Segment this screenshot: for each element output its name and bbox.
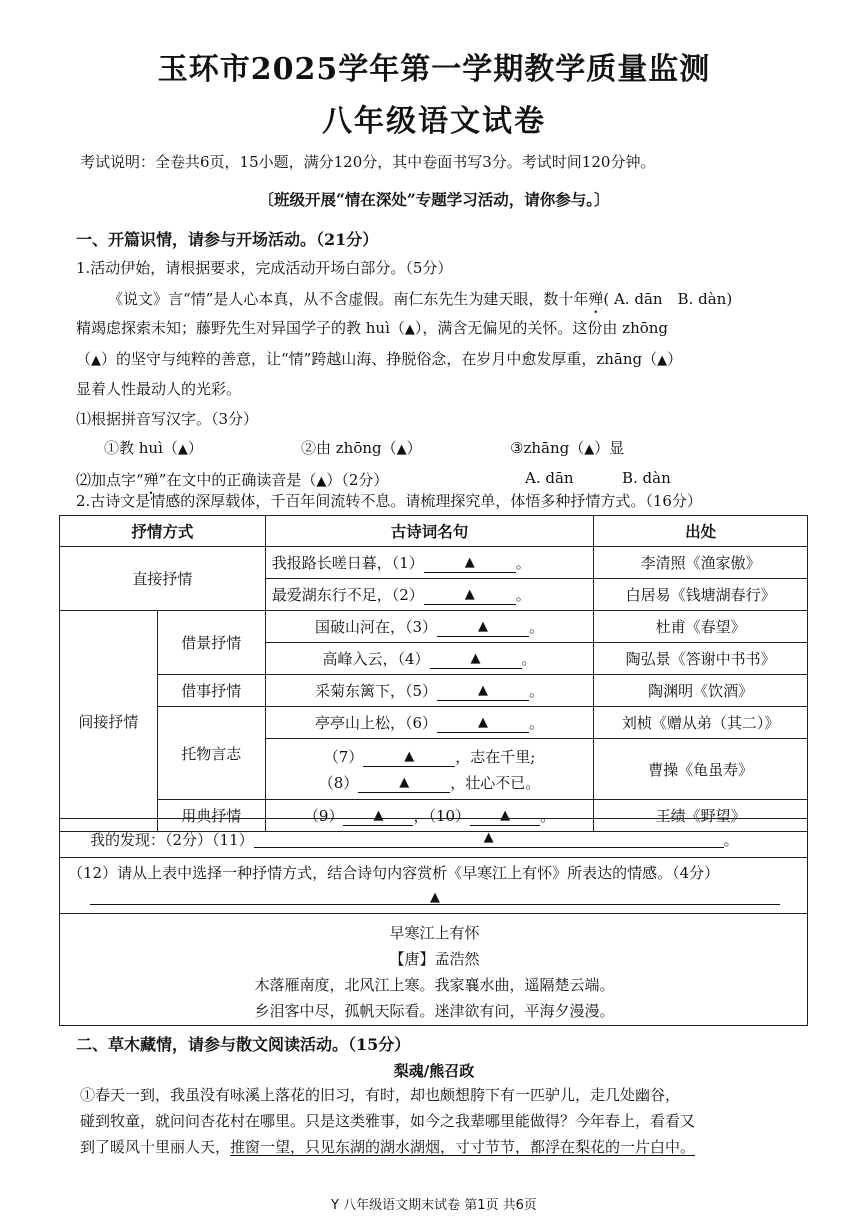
essay-line-1: ①春天一到，我虽没有咏溪上落花的旧习，有时，却也颇想胯下有一匹驴儿，走几处幽谷， xyxy=(80,1086,681,1104)
option-b: B. dàn xyxy=(622,469,671,487)
answer-triangle: ▲ xyxy=(404,322,415,337)
cell-source: 刘桢《赠从弟（其二）》 xyxy=(594,707,808,739)
poem-box xyxy=(59,913,808,1026)
cell-source: 杜甫《春望》 xyxy=(594,611,808,643)
table-row xyxy=(60,707,808,739)
table-row xyxy=(60,675,808,707)
question12: （12）请从上表中选择一种抒情方式，结合诗句内容赏析《早寒江上有怀》所表达的情感。（4分） xyxy=(68,864,720,882)
cell-line: （7） ▲ ，志在千里; xyxy=(265,739,594,770)
cell-line: 亭亭山上松，（6） ▲ 。 xyxy=(265,707,594,739)
cell-line: 我报路长嗟日暮，（1） ▲ 。 xyxy=(265,547,594,579)
discovery-box: 我的发现：（2分）（11） ▲ 。 xyxy=(59,818,808,858)
underlined-sentence: 推窗一望，只见东湖的湖水湖烟，寸寸节节，都浮在梨花的一片白中。 xyxy=(230,1138,696,1156)
exam-note: 考试说明：全卷共6页，15小题，满分120分，其中卷面书写3分。考试时间120分钟。 xyxy=(80,153,656,171)
essay-line-3: 到了暖风十里丽人天，推窗一望，只见东湖的湖水湖烟，寸寸节节，都浮在梨花的一片白中。 xyxy=(80,1138,696,1156)
answer-triangle: ▲ xyxy=(316,474,327,489)
sub-question-1: ⑴根据拼音写汉字。（3分） xyxy=(76,410,259,428)
sub1-item-a: ①教 huì（▲） xyxy=(104,439,203,457)
page-footer: Y 八年级语文期末试卷 第1页 共6页 xyxy=(331,1198,537,1213)
cell-source: 白居易《钱塘湖春行》 xyxy=(594,579,808,611)
cell-direct: 直接抒情 xyxy=(60,547,266,611)
answer-triangle: ▲ xyxy=(91,353,102,368)
answer-triangle: ▲ xyxy=(177,442,188,457)
sub1-item-b: ②由 zhōng（▲） xyxy=(301,439,422,457)
essay-line-2: 碰到牧童，就问问杏花村在哪里。只是这类雅事，如今之我辈哪里能做得？今年春上，看看又 xyxy=(80,1112,696,1130)
answer-triangle: ▲ xyxy=(657,353,668,368)
poem-line-1: 木落雁南度，北风江上寒。我家襄水曲，遥隔楚云端。 xyxy=(254,976,615,994)
sub-question-2: ⑵加点字“殚”在文中的正确读音是（▲）（2分） xyxy=(76,471,389,489)
answer-line: ▲ xyxy=(90,886,780,905)
dotted-char: 殚 xyxy=(588,290,604,308)
header-method: 抒情方式 xyxy=(60,516,266,547)
cell-source: 曹操《龟虽寿》 xyxy=(594,739,808,800)
exam-subtitle: 八年级语文试卷 xyxy=(322,104,546,139)
table-row xyxy=(60,611,808,643)
cell-scene: 借景抒情 xyxy=(157,611,265,675)
cell-line: （9） ▲ ，（10） ▲ 。 xyxy=(265,800,594,832)
cell-line: 高峰入云，（4） ▲ 。 xyxy=(265,643,594,675)
option-a: A. dān xyxy=(525,469,574,487)
passage-line-4: 显着人性最动人的光彩。 xyxy=(76,380,242,398)
cell-line: 最爱湖东行不足，（2） ▲ 。 xyxy=(265,579,594,611)
poem-title: 早寒江上有怀 xyxy=(389,924,480,942)
cell-event: 借事抒情 xyxy=(157,675,265,707)
poem-author: 【唐】孟浩然 xyxy=(389,950,480,968)
question2: 2.古诗文是情感的深厚载体，千百年间流转不息。请梳理探究单，体悟多种抒情方式。（16分） xyxy=(76,492,702,510)
cell-object: 托物言志 xyxy=(157,707,265,800)
cell-line: 采菊东篱下，（5） ▲ 。 xyxy=(265,675,594,707)
cell-line: （8） ▲ ，壮心不已。 xyxy=(265,769,594,800)
exam-title: 玉环市2025学年第一学期教学质量监测 xyxy=(157,52,711,87)
section1-heading: 一、开篇识情，请参与开场活动。（21分） xyxy=(76,230,379,249)
sub1-item-c: ③zhāng（▲）显 xyxy=(510,439,625,457)
cell-source: 陶渊明《饮酒》 xyxy=(594,675,808,707)
table-header-row xyxy=(60,516,808,547)
essay-title: 梨魂/熊召政 xyxy=(393,1062,475,1080)
passage-line-3: （▲）的坚守与纯粹的善意，让“情”跨越山海、挣脱俗念，在岁月中愈发厚重，zhāng（▲） xyxy=(76,350,683,368)
question1: 1.活动伊始，请根据要求，完成活动开场白部分。（5分） xyxy=(76,259,453,277)
header-lines: 古诗词名句 xyxy=(265,516,594,547)
cell-source: 陶弘景《答谢中书书》 xyxy=(594,643,808,675)
poetry-table xyxy=(59,515,808,832)
answer-triangle: ▲ xyxy=(584,442,595,457)
passage-line-1: 《说文》言“情”是人心本真，从不含虚假。南仁东先生为建天眼，数十年殚( A. dān B. dàn) xyxy=(108,290,733,308)
passage-line-2: 精竭虑探索未知；藤野先生对异国学子的教 huì（▲），满含无偏见的关怀。这份由 zhōng xyxy=(76,319,669,337)
cell-line: 国破山河在，（3） ▲ 。 xyxy=(265,611,594,643)
poem-line-2: 乡泪客中尽，孤帆天际看。迷津欲有问，平海夕漫漫。 xyxy=(254,1002,615,1020)
section2-heading: 二、草木藏情，请参与散文阅读活动。（15分） xyxy=(76,1035,411,1054)
cell-indirect: 间接抒情 xyxy=(60,611,158,832)
cell-source: 李清照《渔家傲》 xyxy=(594,547,808,579)
answer-triangle: ▲ xyxy=(396,442,407,457)
activity-theme: 〔班级开展“情在深处”专题学习活动，请你参与。〕 xyxy=(258,190,610,209)
q12-box xyxy=(59,857,808,914)
table-row xyxy=(60,547,808,579)
discovery-label: 我的发现：（2分）（11） xyxy=(90,831,254,849)
header-source: 出处 xyxy=(594,516,808,547)
cell-allusion: 用典抒情 xyxy=(157,800,265,832)
cell-source: 王绩《野望》 xyxy=(594,800,808,832)
